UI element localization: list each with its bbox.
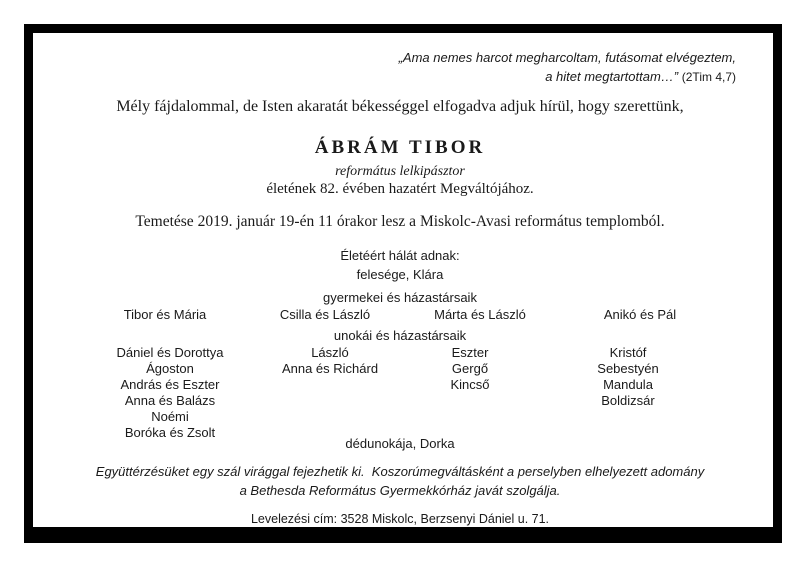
mourners-heading: Életéért hálát adnak: (340, 248, 460, 263)
list-item: Kristóf (609, 345, 647, 360)
list-item: András és Eszter (120, 377, 220, 392)
grandchildren-heading: unokái és házastársaik (333, 328, 467, 343)
bible-quote (399, 48, 736, 87)
child-1: Tibor és Mária (123, 307, 207, 322)
quote-line-2 (399, 67, 736, 87)
list-item: Mandula (603, 377, 653, 392)
grandchildren-column-2 (255, 345, 405, 377)
closing-note (0, 462, 800, 500)
list-item: Gergő (451, 361, 489, 376)
quote-reference: (2Tim 4,7) (681, 70, 736, 84)
wife-line: felesége, Klára (356, 267, 444, 282)
announcement-intro: Mély fájdalommal, de Isten akaratát békességgel elfogadva adjuk hírül, hogy szerettünk, (116, 98, 684, 115)
grandchildren-column-3 (410, 345, 530, 393)
grandchildren-column-1 (95, 345, 245, 441)
list-item: Boróka és Zsolt (124, 425, 216, 440)
list-item: Boldizsár (601, 393, 655, 408)
list-item: Kincső (450, 377, 490, 392)
list-item: Sebestyén (597, 361, 659, 376)
child-3: Márta és László (434, 307, 526, 322)
list-item: Noémi (151, 409, 189, 424)
deceased-title: református lelkipásztor (335, 164, 465, 179)
list-item: Eszter (451, 345, 489, 360)
great-grandchild-line: dédunokája, Dorka (345, 436, 455, 451)
list-item: Anna és Balázs (124, 393, 216, 408)
list-item: László (311, 345, 349, 360)
deceased-name: ÁBRÁM TIBOR (314, 137, 486, 158)
closing-line-2: a Bethesda Református Gyermekkórház javát szolgálja. (239, 483, 561, 498)
children-heading: gyermekei és házastársaik (323, 290, 477, 305)
list-item: Anna és Richárd (281, 361, 379, 376)
postal-address: Levelezési cím: 3528 Miskolc, Berzsenyi Dániel u. 71. (250, 512, 550, 526)
list-item: Dániel és Dorottya (116, 345, 224, 360)
age-line: életének 82. évében hazatért Megváltójához. (266, 181, 534, 197)
child-2: Csilla és László (279, 307, 371, 322)
list-item: Ágoston (146, 361, 194, 376)
quote-line-2-text: a hitet megtartottam…” (545, 69, 679, 84)
child-4: Anikó és Pál (603, 307, 677, 322)
grandchildren-column-4 (568, 345, 688, 409)
quote-line-1: „Ama nemes harcot megharcoltam, futásomat elvégeztem, (398, 50, 736, 65)
closing-line-1: Együttérzésüket egy szál virággal fejezhetik ki. Koszorúmegváltásként a perselyben elhelyezett adomány (95, 464, 705, 479)
funeral-details: Temetése 2019. január 19-én 11 órakor lesz a Miskolc-Avasi református templomból. (135, 213, 665, 230)
